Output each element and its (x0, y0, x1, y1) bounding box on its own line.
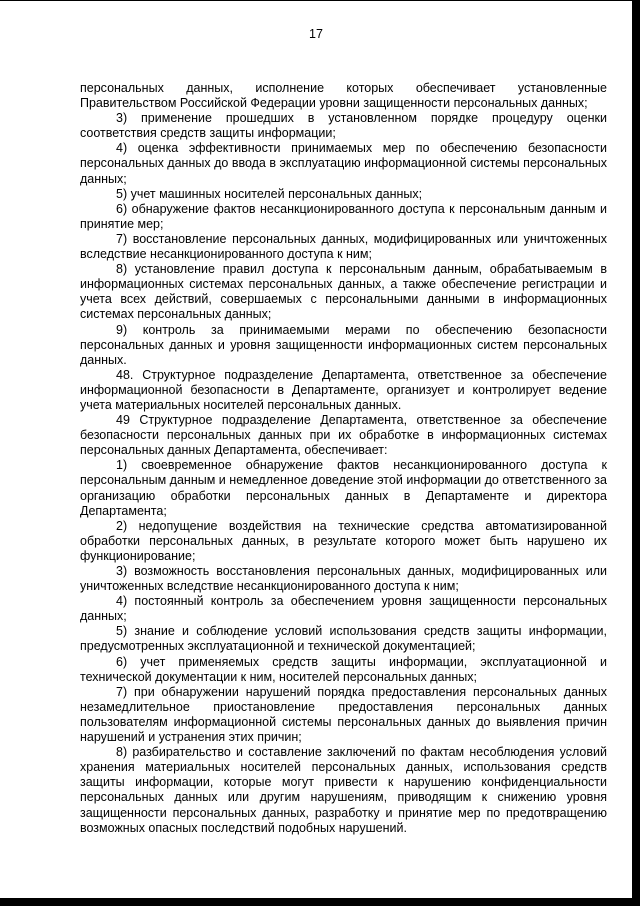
paragraph: 3) применение прошедших в установленном порядке процедуру оценки соответствия средств защиты информации; (80, 111, 607, 141)
paragraph: 3) возможность восстановления персональных данных, модифицированных или уничтоженных вследствие несанкционированного доступа к ним; (80, 564, 607, 594)
paragraph: 48. Структурное подразделение Департамента, ответственное за обеспечение информационной безопасности в Департаменте, организует и контролирует ведение учета материальных носителей персональных данных. (80, 367, 607, 412)
paragraph: 1) своевременное обнаружение фактов несанкционированного доступа к персональным данным и немедленное доведение этой информации до ответственного за организацию обработки персональных данных в Департаменте и директора Департамента; (80, 458, 607, 518)
paragraph: 7) восстановление персональных данных, модифицированных или уничтоженных вследствие несанкционированного доступа к ним; (80, 231, 607, 262)
paragraph: 4) оценка эффективности принимаемых мер по обеспечению безопасности персональных данных до ввода в эксплуатацию информационной системы персональных данных; (80, 141, 607, 186)
paragraph: 6) обнаружение фактов несанкционированного доступа к персональным данным и принятие мер; (80, 201, 607, 231)
paragraph: 49 Структурное подразделение Департамента, ответственное за обеспечение безопасности персональных данных при их обработке в информационных системах персональных данных Департамента, обеспечивает: (80, 413, 607, 458)
document-body (80, 81, 607, 836)
paragraph: персональных данных, исполнение которых обеспечивает установленные Правительством Российской Федерации уровни защищенности персональных данных; (80, 81, 607, 111)
paragraph: 5) учет машинных носителей персональных данных; (116, 186, 423, 201)
paragraph: 9) контроль за принимаемыми мерами по обеспечению безопасности персональных данных и уровня защищенности информационных систем персональных данных. (80, 322, 607, 367)
paragraph: 5) знание и соблюдение условий использования средств защиты информации, предусмотренных эксплуатационной и технической документацией; (80, 624, 607, 654)
paragraph: 8) разбирательство и составление заключений по фактам несоблюдения условий хранения материальных носителей персональных данных, использования средств защиты информации, которые могут привести к нарушению конфиденциальности персональных данных или другим нарушениям, приводящим к снижению уровня защищенности персональных данных, разработку и принятие мер по предотвращению возможных опасных последствий подобных нарушений. (80, 745, 607, 835)
page-number: 17 (309, 27, 323, 41)
paragraph: 7) при обнаружении нарушений порядка предоставления персональных данных незамедлительное приостановление предоставления персональных данных пользователям информационной системы персональных данных до выявления причин нарушений и устранения этих причин; (80, 684, 607, 745)
paragraph: 2) недопущение воздействия на технические средства автоматизированной обработки персональных данных, в результате которого может быть нарушено их функционирование; (80, 518, 607, 563)
paragraph: 6) учет применяемых средств защиты информации, эксплуатационной и технической документации к ним, носителей персональных данных; (80, 654, 607, 684)
paragraph: 8) установление правил доступа к персональным данным, обрабатываемым в информационных системах персональных данных, а также обеспечение регистрации и учета всех действий, совершаемых с персональными данными в информационных системах персональных данных; (80, 262, 607, 322)
paragraph: 4) постоянный контроль за обеспечением уровня защищенности персональных данных; (80, 594, 607, 624)
